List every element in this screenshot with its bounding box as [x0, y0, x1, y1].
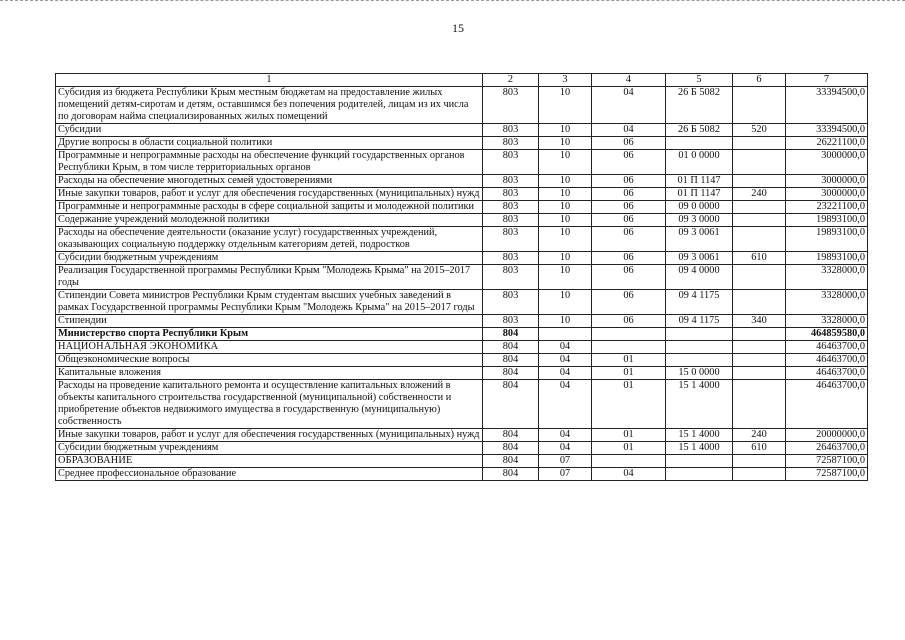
table-row — [56, 150, 868, 175]
row-admin-code: 804 — [483, 328, 539, 341]
page-number: 15 — [452, 21, 464, 35]
row-amount: 72587100,0 — [786, 455, 868, 468]
table-row — [56, 87, 868, 124]
row-target-article — [666, 455, 733, 468]
table-row — [56, 124, 868, 137]
row-amount: 3000000,0 — [786, 188, 868, 201]
row-admin-code: 804 — [483, 455, 539, 468]
row-target-article — [666, 354, 733, 367]
table-row — [56, 429, 868, 442]
row-amount: 33394500,0 — [786, 124, 868, 137]
table-row — [56, 380, 868, 429]
row-subsection: 06 — [592, 214, 666, 227]
row-expense-type — [733, 341, 786, 354]
row-amount: 3328000,0 — [786, 290, 868, 315]
row-subsection: 01 — [592, 354, 666, 367]
row-section: 10 — [539, 214, 592, 227]
header-col-6: 6 — [733, 74, 786, 87]
row-amount: 19893100,0 — [786, 227, 868, 252]
row-section: 10 — [539, 227, 592, 252]
row-name: Другие вопросы в области социальной политики — [56, 137, 483, 150]
header-col-3: 3 — [539, 74, 592, 87]
row-section: 10 — [539, 150, 592, 175]
row-name: Программные и непрограммные расходы на обеспечение функций государственных органов Республики Крым, в том числе территориальных органов — [56, 150, 483, 175]
row-amount: 20000000,0 — [786, 429, 868, 442]
row-subsection: 01 — [592, 367, 666, 380]
row-amount: 26463700,0 — [786, 442, 868, 455]
row-section: 04 — [539, 442, 592, 455]
row-expense-type — [733, 367, 786, 380]
row-admin-code: 804 — [483, 429, 539, 442]
table-row — [56, 201, 868, 214]
row-admin-code: 803 — [483, 150, 539, 175]
header-row — [56, 74, 868, 87]
table-row — [56, 214, 868, 227]
row-section: 10 — [539, 87, 592, 124]
row-subsection: 01 — [592, 429, 666, 442]
row-name: Иные закупки товаров, работ и услуг для обеспечения государственных (муниципальных) нужд — [56, 188, 483, 201]
header-col-2: 2 — [483, 74, 539, 87]
row-admin-code: 803 — [483, 214, 539, 227]
table-body — [56, 87, 868, 481]
row-target-article — [666, 137, 733, 150]
row-section: 04 — [539, 341, 592, 354]
row-admin-code: 804 — [483, 354, 539, 367]
row-subsection: 06 — [592, 150, 666, 175]
row-expense-type — [733, 175, 786, 188]
row-admin-code: 803 — [483, 315, 539, 328]
row-section: 10 — [539, 137, 592, 150]
table-row — [56, 354, 868, 367]
row-admin-code: 803 — [483, 137, 539, 150]
row-amount: 464859580,0 — [786, 328, 868, 341]
row-admin-code: 804 — [483, 380, 539, 429]
row-section: 07 — [539, 468, 592, 481]
table-row — [56, 227, 868, 252]
row-target-article: 09 3 0061 — [666, 252, 733, 265]
row-expense-type — [733, 87, 786, 124]
table-row — [56, 367, 868, 380]
row-expense-type: 520 — [733, 124, 786, 137]
header-col-5: 5 — [666, 74, 733, 87]
row-section: 10 — [539, 315, 592, 328]
row-expense-type — [733, 328, 786, 341]
row-name: Министерство спорта Республики Крым — [56, 328, 483, 341]
row-amount: 23221100,0 — [786, 201, 868, 214]
row-subsection: 04 — [592, 468, 666, 481]
row-amount: 46463700,0 — [786, 380, 868, 429]
row-expense-type — [733, 265, 786, 290]
row-expense-type — [733, 201, 786, 214]
row-admin-code: 803 — [483, 265, 539, 290]
table-row — [56, 252, 868, 265]
row-name: Стипендии Совета министров Республики Крым студентам высших учебных заведений в рамках Государственной программы Республики Крым "Молодежь Крыма" на 2015–2017 годы — [56, 290, 483, 315]
row-section: 10 — [539, 201, 592, 214]
header-col-1: 1 — [56, 74, 483, 87]
row-admin-code: 803 — [483, 201, 539, 214]
table-row — [56, 455, 868, 468]
row-admin-code: 804 — [483, 341, 539, 354]
row-admin-code: 803 — [483, 227, 539, 252]
budget-table — [55, 73, 868, 481]
row-admin-code: 804 — [483, 442, 539, 455]
top-edge-rule — [0, 0, 905, 3]
row-amount: 3328000,0 — [786, 265, 868, 290]
row-target-article: 01 0 0000 — [666, 150, 733, 175]
row-name: Расходы на обеспечение многодетных семей удостоверениями — [56, 175, 483, 188]
row-section: 04 — [539, 354, 592, 367]
row-subsection: 06 — [592, 265, 666, 290]
row-target-article: 15 1 4000 — [666, 429, 733, 442]
row-section: 04 — [539, 367, 592, 380]
row-target-article: 09 3 0000 — [666, 214, 733, 227]
header-col-7: 7 — [786, 74, 868, 87]
row-amount: 3000000,0 — [786, 150, 868, 175]
table-row — [56, 265, 868, 290]
row-subsection: 06 — [592, 290, 666, 315]
row-target-article: 15 0 0000 — [666, 367, 733, 380]
row-expense-type — [733, 354, 786, 367]
row-subsection: 06 — [592, 227, 666, 252]
row-name: Расходы на обеспечение деятельности (оказание услуг) государственных учреждений, оказывающих социальную поддержку отдельным категориям детей, подростков — [56, 227, 483, 252]
table-row — [56, 341, 868, 354]
row-target-article: 01 П 1147 — [666, 188, 733, 201]
row-amount: 46463700,0 — [786, 367, 868, 380]
row-target-article: 09 4 0000 — [666, 265, 733, 290]
row-target-article: 26 Б 5082 — [666, 87, 733, 124]
row-admin-code: 803 — [483, 252, 539, 265]
row-admin-code: 804 — [483, 367, 539, 380]
row-subsection — [592, 341, 666, 354]
row-subsection — [592, 455, 666, 468]
row-amount: 46463700,0 — [786, 354, 868, 367]
row-name: ОБРАЗОВАНИЕ — [56, 455, 483, 468]
row-section: 10 — [539, 124, 592, 137]
row-target-article — [666, 341, 733, 354]
row-expense-type: 240 — [733, 429, 786, 442]
row-name: Субсидия из бюджета Республики Крым местным бюджетам на предоставление жилых помещений детям-сиротам и детям, оставшимся без попечения родителей, лицам из их числа по договорам найма специализированных жилых помещений — [56, 87, 483, 124]
table-row — [56, 328, 868, 341]
row-subsection — [592, 328, 666, 341]
row-target-article: 09 4 1175 — [666, 315, 733, 328]
row-admin-code: 804 — [483, 468, 539, 481]
row-expense-type: 610 — [733, 442, 786, 455]
table-row — [56, 290, 868, 315]
row-expense-type — [733, 380, 786, 429]
row-amount: 3328000,0 — [786, 315, 868, 328]
table-row — [56, 315, 868, 328]
row-name: Стипендии — [56, 315, 483, 328]
row-admin-code: 803 — [483, 188, 539, 201]
row-name: Программные и непрограммные расходы в сфере социальной защиты и молодежной политики — [56, 201, 483, 214]
row-amount: 46463700,0 — [786, 341, 868, 354]
row-name: Субсидии — [56, 124, 483, 137]
row-subsection: 06 — [592, 315, 666, 328]
row-section: 07 — [539, 455, 592, 468]
row-amount: 19893100,0 — [786, 214, 868, 227]
row-name: Субсидии бюджетным учреждениям — [56, 442, 483, 455]
row-subsection: 06 — [592, 252, 666, 265]
row-admin-code: 803 — [483, 124, 539, 137]
row-target-article: 15 1 4000 — [666, 442, 733, 455]
row-subsection: 04 — [592, 87, 666, 124]
row-admin-code: 803 — [483, 175, 539, 188]
header-col-4: 4 — [592, 74, 666, 87]
row-expense-type — [733, 290, 786, 315]
row-subsection: 06 — [592, 201, 666, 214]
row-subsection: 06 — [592, 188, 666, 201]
row-section: 04 — [539, 380, 592, 429]
row-subsection: 06 — [592, 137, 666, 150]
row-expense-type — [733, 227, 786, 252]
row-expense-type: 610 — [733, 252, 786, 265]
row-name: Содержание учреждений молодежной политики — [56, 214, 483, 227]
table-row — [56, 468, 868, 481]
row-target-article: 15 1 4000 — [666, 380, 733, 429]
row-name: Среднее профессиональное образование — [56, 468, 483, 481]
row-section: 10 — [539, 265, 592, 290]
row-name: Субсидии бюджетным учреждениям — [56, 252, 483, 265]
row-section: 10 — [539, 188, 592, 201]
row-section: 04 — [539, 429, 592, 442]
row-amount: 72587100,0 — [786, 468, 868, 481]
row-name: Капитальные вложения — [56, 367, 483, 380]
row-expense-type: 240 — [733, 188, 786, 201]
row-section — [539, 328, 592, 341]
row-amount: 26221100,0 — [786, 137, 868, 150]
row-section: 10 — [539, 252, 592, 265]
row-name: Иные закупки товаров, работ и услуг для обеспечения государственных (муниципальных) нужд — [56, 429, 483, 442]
row-amount: 33394500,0 — [786, 87, 868, 124]
table-row — [56, 137, 868, 150]
row-name: Общеэкономические вопросы — [56, 354, 483, 367]
row-expense-type — [733, 214, 786, 227]
row-admin-code: 803 — [483, 290, 539, 315]
table-row — [56, 188, 868, 201]
row-target-article: 01 П 1147 — [666, 175, 733, 188]
row-expense-type — [733, 150, 786, 175]
row-amount: 3000000,0 — [786, 175, 868, 188]
row-name: НАЦИОНАЛЬНАЯ ЭКОНОМИКА — [56, 341, 483, 354]
row-target-article — [666, 328, 733, 341]
row-expense-type — [733, 137, 786, 150]
row-name: Реализация Государственной программы Республики Крым "Молодежь Крыма" на 2015–2017 годы — [56, 265, 483, 290]
table-row — [56, 442, 868, 455]
row-expense-type — [733, 455, 786, 468]
table-row — [56, 175, 868, 188]
row-target-article: 09 0 0000 — [666, 201, 733, 214]
row-admin-code: 803 — [483, 87, 539, 124]
row-subsection: 01 — [592, 380, 666, 429]
row-subsection: 01 — [592, 442, 666, 455]
row-section: 10 — [539, 175, 592, 188]
row-subsection: 04 — [592, 124, 666, 137]
row-name: Расходы на проведение капитального ремонта и осуществление капитальных вложений в объекты капитального строительства государственной (муниципальной) собственности и приобретение объектов недвижимого имущества в государственную (муниципальную) собственность — [56, 380, 483, 429]
row-target-article: 26 Б 5082 — [666, 124, 733, 137]
row-subsection: 06 — [592, 175, 666, 188]
row-section: 10 — [539, 290, 592, 315]
row-amount: 19893100,0 — [786, 252, 868, 265]
row-target-article: 09 4 1175 — [666, 290, 733, 315]
row-target-article — [666, 468, 733, 481]
row-expense-type: 340 — [733, 315, 786, 328]
row-target-article: 09 3 0061 — [666, 227, 733, 252]
row-expense-type — [733, 468, 786, 481]
